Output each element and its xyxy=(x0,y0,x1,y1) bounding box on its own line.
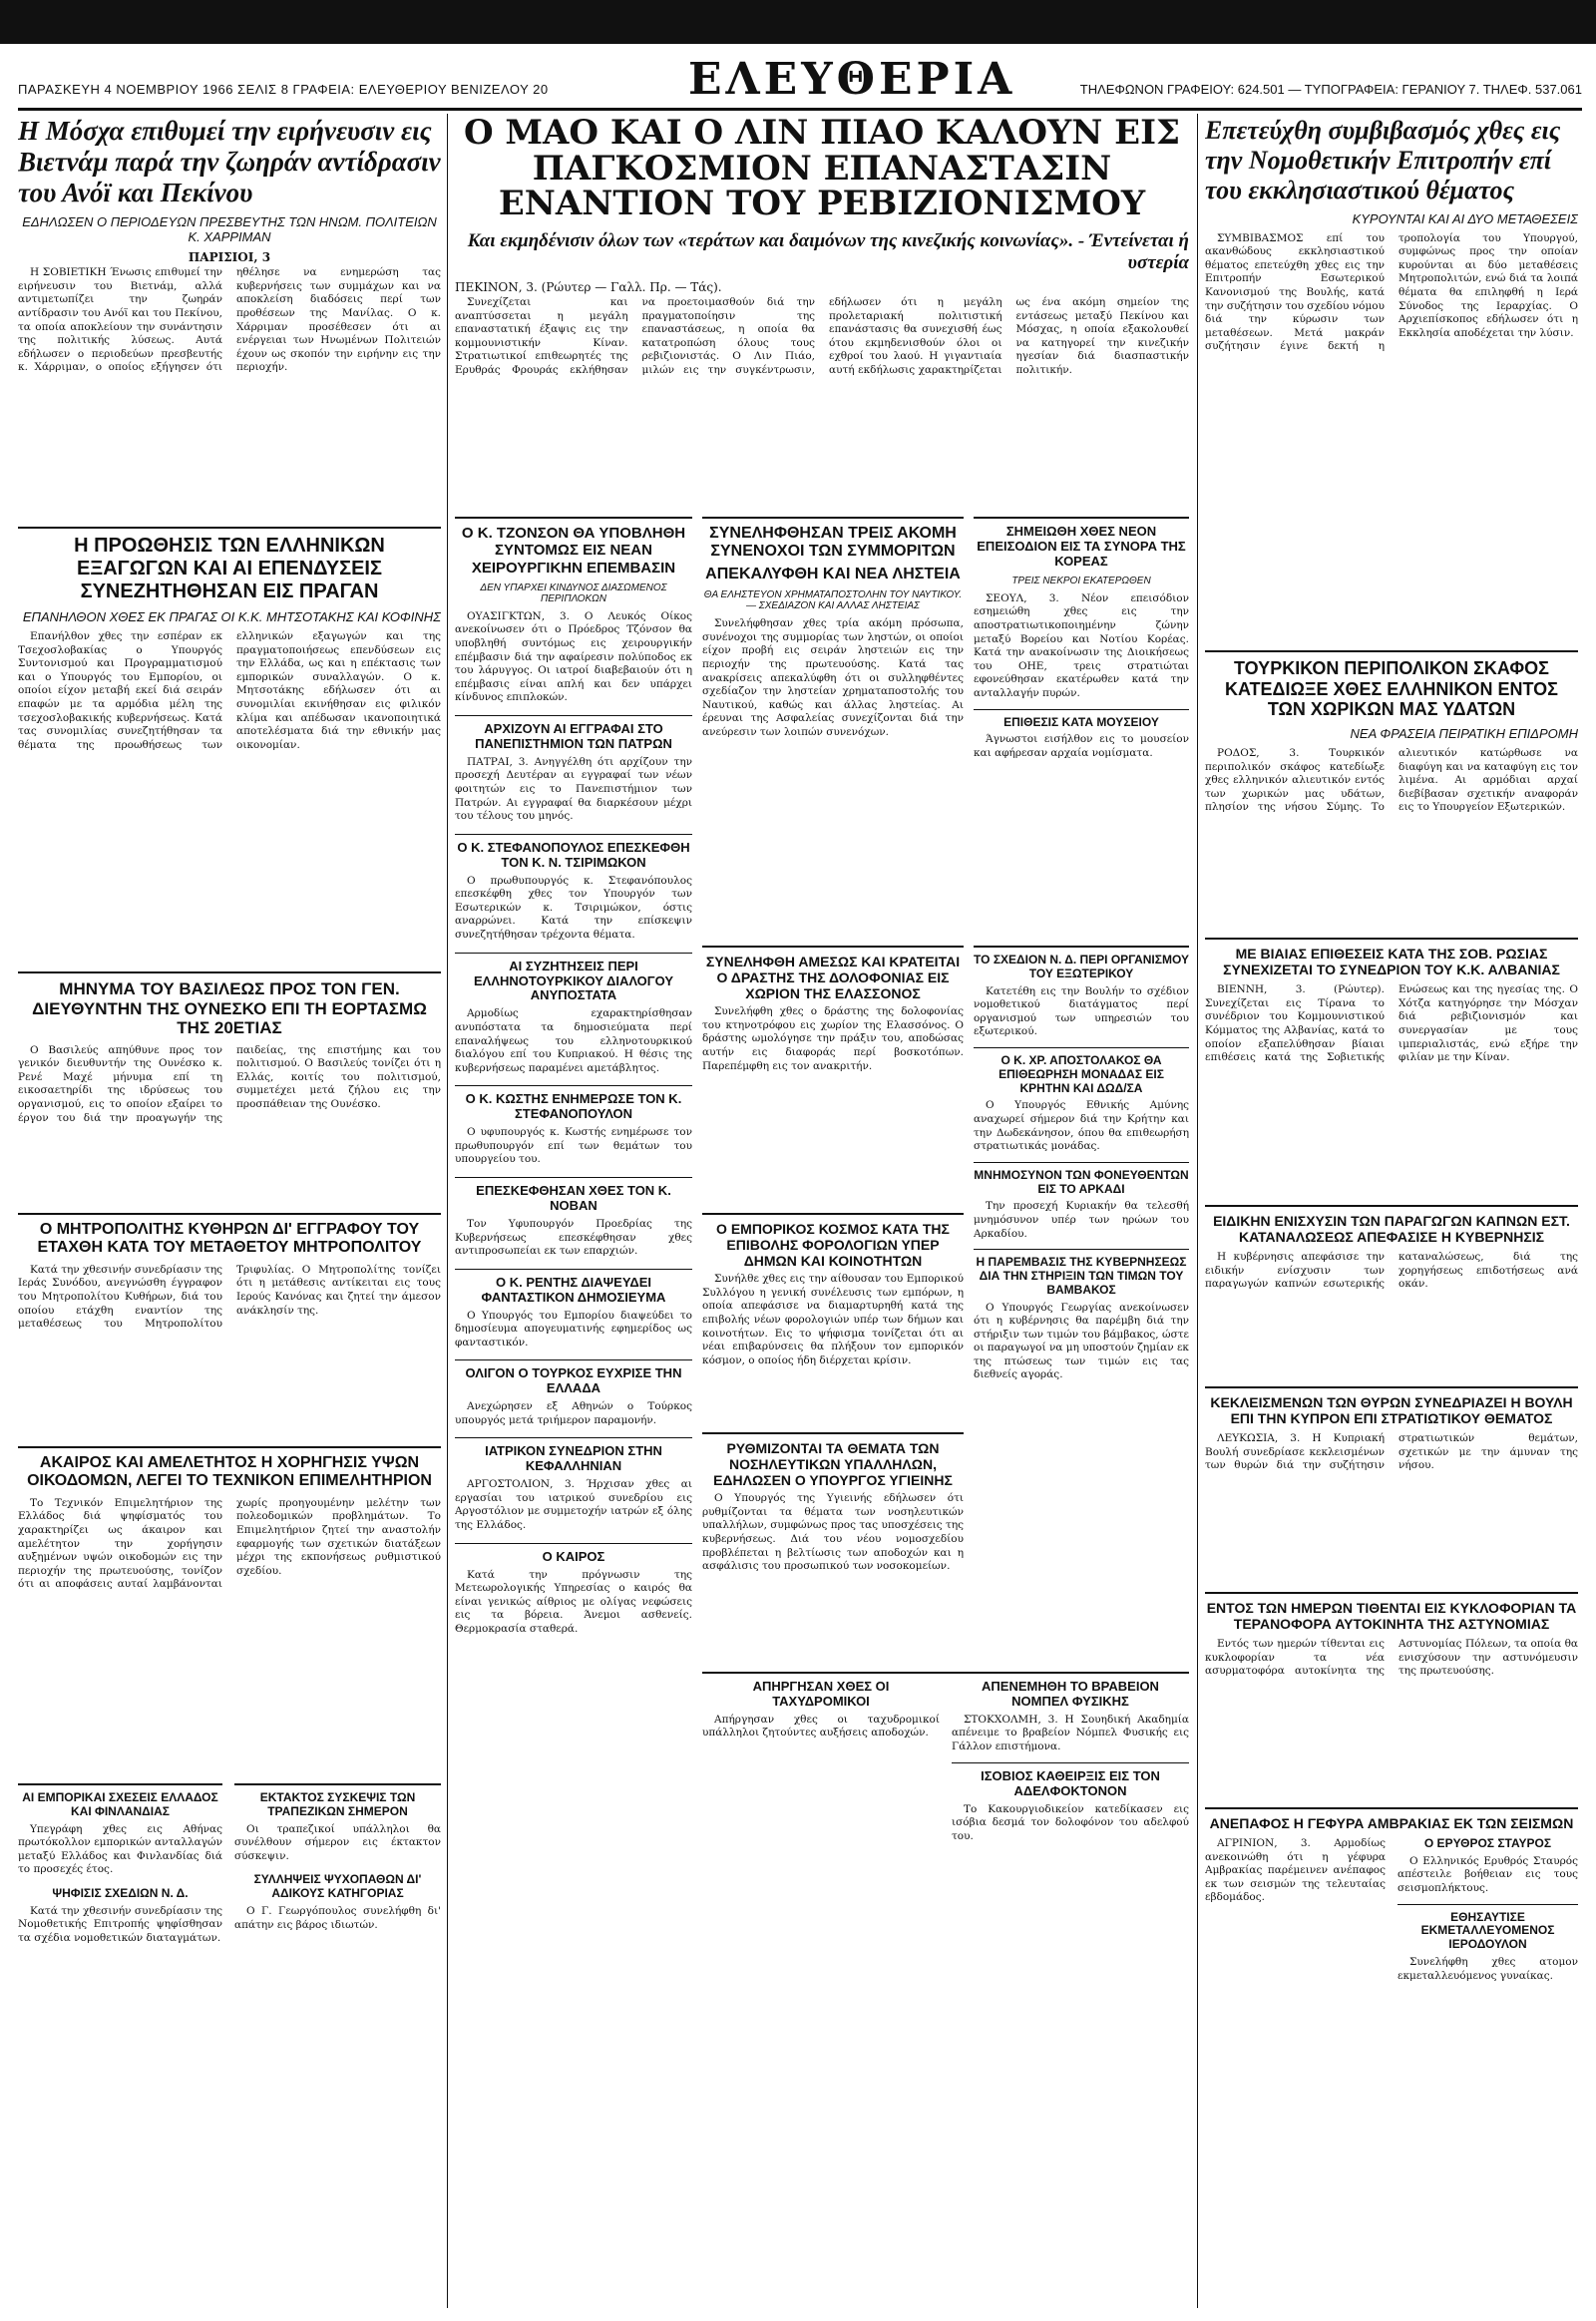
story-housing xyxy=(18,1446,441,1779)
headline: Ο Κ. ΚΩΣΤΗΣ ΕΝΗΜΕΡΩΣΕ ΤΟΝ Κ. ΣΤΕΦΑΝΟΠΟΥΛΟΝ xyxy=(465,1091,682,1122)
subheadline: ΘΑ ΕΛΗΣΤΕΥΟΝ ΧΡΗΜΑΤΑΠΟΣΤΟΛΗΝ ΤΟΥ ΝΑΥΤΙΚΟΥ. — ΣΧΕΔΙΑΖΟΝ ΚΑΙ ΑΛΛΑΣ ΛΗΣΤΕΙΑΣ xyxy=(703,589,963,612)
article-body: Συνήλθε χθες εις την αίθουσαν του Εμπορικού Συλλόγου η γενική συνέλευσις των εμπόρων, η οποία απεφάσισε να διαμαρτυρηθή κατά της επιβολής νέων φορολογιών υπέρ των δήμων και κοινοτήτων. Εις το ψήφισμα τονίζεται ότι αι νέαι επιβαρύνσεις θα πλήξουν τον εμπορικόν κόσμον, ο οποίος ήδη διέρχεται κρίσιν. xyxy=(702,1273,964,1366)
masthead-date-address: ΠΑΡΑΣΚΕΥΗ 4 ΝΟΕΜΒΡΙΟΥ 1966 ΣΕΛΙΣ 8 ΓΡΑΦΕΙΑ: ΕΛΕΥΘΕΡΙΟΥ ΒΕΝΙΖΕΛΟΥ 20 xyxy=(18,82,549,97)
story-king xyxy=(18,971,441,1211)
article-body: Κατά την χθεσινήν συνεδρίασιν της Νομοθετικής Επιτροπής ψηφίσθησαν τα σχέδια νομοθετικών διαταγμάτων. xyxy=(18,1904,222,1944)
center-left-column xyxy=(455,517,692,2302)
article-body: Συνεχίζεται και αναπτύσσεται η μεγάλη επαναστατική έξαψις εις την κομμουνιστικήν Κίναν. Στρατιωτικοί επιθεωρητές της Ερυθράς Φρουράς εκλήθησαν να προετοιμασθούν διά την πραγματοποίησιν της επαναστάσεως, η οποία θα κατατροπώση όλους τους ρεβιζιονιστάς. Ο Λιν Πιάο, μιλών εις την συγκέντρωσιν, εδήλωσεν ότι η μεγάλη προλεταριακή πολιτιστική επανάστασις θα συνεχισθή έως ότου εκμηδενισθούν όλοι οι εχθροί του λαού. Η γιγαντιαία αυτή εκδήλωσις χαρακτηρίζεται ως ένα ακόμη σημείον της εντάσεως μεταξύ Πεκίνου και Μόσχας, η οποία εξακολουθεί να κατηγορεί την κινεζικήν ηγεσίαν διά διασπαστικήν πολιτικήν. xyxy=(455,296,1189,377)
headline: ΕΚΤΑΚΤΟΣ ΣΥΣΚΕΨΙΣ ΤΩΝ ΤΡΑΠΕΖΙΚΩΝ ΣΗΜΕΡΟΝ xyxy=(259,1790,416,1818)
headline: ΡΥΘΜΙΖΟΝΤΑΙ ΤΑ ΘΕΜΑΤΑ ΤΩΝ ΝΟΣΗΛΕΥΤΙΚΩΝ ΥΠΑΛΛΗΛΩΝ, ΕΔΗΛΩΣΕΝ Ο ΥΠΟΥΡΓΟΣ ΥΓΙΕΙΝΗΣ xyxy=(713,1440,953,1489)
article-body: Εντός των ημερών τίθενται εις κυκλοφορίαν τα νέα ασυρματοφόρα αυτοκίνητα της Αστυνομίας Πόλεων, τα οποία θα ενισχύσουν την αστυνόμευσιν της πρωτευούσης. xyxy=(1205,1638,1578,1678)
headline: ΜΗΝΥΜΑ ΤΟΥ ΒΑΣΙΛΕΩΣ ΠΡΟΣ ΤΟΝ ΓΕΝ. ΔΙΕΥΘΥΝΤΗΝ ΤΗΣ ΟΥΝΕΣΚΟ ΕΠΙ ΤΗ ΕΟΡΤΑΣΜΩ ΤΗΣ 20ΕΤΙΑΣ xyxy=(32,979,427,1038)
article-body: Ο Υπουργός Εθνικής Αμύνης αναχωρεί σήμερον διά την Κρήτην και την Δωδεκάνησον, όπου θα επιθεωρήση στρατιωτικάς μονάδας. xyxy=(974,1099,1189,1153)
article-body: Κατά την χθεσινήν συνεδρίασιν της Ιεράς Συνόδου, ανεγνώσθη έγγραφον του Μητροπολίτου Κυθήρων, διά του οποίου ετάχθη εναντίον της μεταθέσεως του Μητροπολίτου Τριφυλίας. Ο Μητροπολίτης τονίζει ότι η μετάθεσις αντίκειται εις τους Ιερούς Κανόνας και ζητεί την άμεσον ανάκλησίν της. xyxy=(18,1263,441,1331)
article-body: Ο υφυπουργός κ. Κωστής ενημέρωσε τον πρωθυπουργόν επί των θεμάτων του υπουργείου του. xyxy=(455,1126,692,1166)
headline: ΑΡΧΙΖΟΥΝ ΑΙ ΕΓΓΡΑΦΑΙ ΣΤΟ ΠΑΝΕΠΙΣΤΗΜΙΟΝ ΤΩΝ ΠΑΤΡΩΝ xyxy=(475,720,672,751)
headline: Ο Κ. ΣΤΕΦΑΝΟΠΟΥΛΟΣ ΕΠΕΣΚΕΦΘΗ ΤΟΝ Κ. Ν. ΤΣΙΡΙΜΩΚΟΝ xyxy=(457,839,690,870)
story-albania xyxy=(1205,938,1578,1201)
article-body: ΠΑΤΡΑΙ, 3. Ανηγγέλθη ότι αρχίζουν την προσεχή Δευτέραν αι εγγραφαί των νέων φοιτητών εις το Πανεπιστήμιον των Πατρών. Αι εγγραφαί θα διαρκέσουν μέχρι του τέλους του μηνός. xyxy=(455,755,692,823)
story-mao xyxy=(455,116,1189,511)
article-body: Συνελήφθη χθες ο δράστης της δολοφονίας του κτηνοτρόφου εις χωρίον της Ελασσόνος. Ο δράστης ωμολόγησε την πράξιν του, αποδώσας αυτήν εις διαφοράς περί βοσκοτόπων. Παρεπέμφθη εις τον ανακριτήν. xyxy=(702,1005,964,1072)
headline: Ο ΕΡΥΘΡΟΣ ΣΤΑΥΡΟΣ xyxy=(1423,1836,1552,1851)
article-body: Ο Υπουργός του Εμπορίου διαψεύδει το δημοσίευμα απογευματινής εφημερίδος ως φανταστικόν. xyxy=(455,1309,692,1349)
headline: ΜΕ ΒΙΑΙΑΣ ΕΠΙΘΕΣΕΙΣ ΚΑΤΑ ΤΗΣ ΣΟΒ. ΡΩΣΙΑΣ ΣΥΝΕΧΙΖΕΤΑΙ ΤΟ ΣΥΝΕΔΡΙΟΝ ΤΟΥ Κ.Κ. ΑΛΒΑΝΙΑΣ xyxy=(1223,946,1560,978)
story-small-left xyxy=(18,1783,222,2304)
headline: Ο ΕΜΠΟΡΙΚΟΣ ΚΟΣΜΟΣ ΚΑΤΑ ΤΗΣ ΕΠΙΒΟΛΗΣ ΦΟΡΟΛΟΓΙΩΝ ΥΠΕΡ ΔΗΜΩΝ ΚΑΙ ΚΟΙΝΟΤΗΤΩΝ xyxy=(716,1221,950,1270)
article-body: Ο Υπουργός της Υγιεινής εδήλωσεν ότι ρυθμίζονται τα θέματα των νοσηλευτικών υπαλλήλων, συμφώνως προς τας υποσχέσεις της κυβερνήσεως. Διά του νέου νομοσχεδίου προβλέπεται η βελτίωσις των αποδοχών και η ασφάλισις του προσωπικού των νοσοκομείων. xyxy=(702,1492,964,1573)
dateline: ΠΕΚΙΝΟΝ, 3. (Ρώυτερ — Γαλλ. Πρ. — Τάς). xyxy=(455,280,722,295)
article-body: ΟΥΑΣΙΓΚΤΩΝ, 3. Ο Λευκός Οίκος ανεκοίνωσεν ότι ο Πρόεδρος Τζόνσον θα υποβληθή συντόμως εις χειρουργικήν επέμβασιν διά την αφαίρεσιν πολύποδος εκ του λάρυγγος. Οι ιατροί διαβεβαιούν ότι η επέμβασις είναι απλή και δεν υπάρχει κίνδυνος επιπλοκών. xyxy=(455,609,692,704)
top-black-bar xyxy=(0,0,1596,44)
headline: ΕΠΕΣΚΕΦΘΗΣΑΝ ΧΘΕΣ ΤΟΝ Κ. ΝΟΒΑΝ xyxy=(476,1183,671,1213)
story-turkish-ship xyxy=(1205,650,1578,934)
headline: ΣΥΝΕΛΗΦΘΗΣΑΝ ΤΡΕΙΣ ΑΚΟΜΗ ΣΥΝΕΝΟΧΟΙ ΤΩΝ ΣΥΜΜΟΡΙΤΩΝ xyxy=(709,525,957,561)
article-body: Ο Γ. Γεωργόπουλος συνελήφθη δι' απάτην εις βάρος ιδιωτών. xyxy=(234,1904,441,1931)
headline: ΕΙΔΙΚΗΝ ΕΝΙΣΧΥΣΙΝ ΤΩΝ ΠΑΡΑΓΩΓΩΝ ΚΑΠΝΩΝ ΕΣΤ. ΚΑΤΑΝΑΛΩΣΕΩΣ ΑΠΕΦΑΣΙΣΕ Η ΚΥΒΕΡΝΗΣΙΣ xyxy=(1213,1213,1570,1246)
article-body: ΒΙΕΝΝΗ, 3. (Ρώυτερ). Συνεχίζεται εις Τίρανα το συνέδριον του Κομμουνιστικού Κόμματος της Αλβανίας, κατά το οποίον εξαπελύθησαν βίαιαι επιθέσεις κατά της Σοβιετικής Ενώσεως και της ηγεσίας της. Ο Χότζα κατηγόρησε την Μόσχαν διά ρεβιζιονισμόν και συνεργασίαν με τους ιμπεριαλιστάς, ενώ εξήρε την φιλίαν με την Κίναν. xyxy=(1205,983,1578,1064)
masthead-phones: ΤΗΛΕΦΩΝΟΝ ΓΡΑΦΕΙΟΥ: 624.501 — ΤΥΠΟΓΡΑΦΕΙΑ: ΓΕΡΑΝΙΟΥ 7. ΤΗΛΕΦ. 537.061 xyxy=(1079,82,1582,97)
headline: ΟΛΙΓΟΝ Ο ΤΟΥΡΚΟΣ ΕΥΧΡΙΣΕ ΤΗΝ ΕΛΛΑΔΑ xyxy=(465,1365,682,1396)
subheadline: ΕΔΗΛΩΣΕΝ Ο ΠΕΡΙΟΔΕΥΩΝ ΠΡΕΣΒΕΥΤΗΣ ΤΩΝ ΗΝΩΜ. ΠΟΛΙΤΕΙΩΝ Κ. ΧΑΡΡΙΜΑΝ xyxy=(22,214,437,245)
article-body: Επανήλθον χθες την εσπέραν εκ Τσεχοσλοβακίας ο Υπουργός Συντονισμού και Προγραμματισμού και ο Υπουργός του Εμπορίου, οι οποίοι είχον μεταβή εκεί διά σειράν επαφών με τα αρμόδια μέλη της τσεχοσλοβακικής κυβερνήσεως. Κατά τας συνομιλίας συνεζητήθησαν τα θέματα της προωθήσεως των ελληνικών εξαγωγών και της πραγματοποιήσεως επενδύσεων εις την Ελλάδα, ως και η επέκτασις των εμπορικών συναλλαγών. Ο κ. Μητσοτάκης εδήλωσεν ότι αι συνομιλίαι εκινήθησαν εις φιλικόν κλίμα και απέδωσαν ικανοποιητικά αποτελέσματα διά την εθνικήν μας οικονομίαν. xyxy=(18,630,441,751)
headline: ΑΝΕΠΑΦΟΣ Η ΓΕΦΥΡΑ ΑΜΒΡΑΚΙΑΣ ΕΚ ΤΩΝ ΣΕΙΣΜΩΝ xyxy=(1209,1815,1574,1831)
headline: ΣΥΛΛΗΨΕΙΣ ΨΥΧΟΠΑΘΩΝ ΔΙ' ΑΔΙΚΟΥΣ ΚΑΤΗΓΟΡΙΑΣ xyxy=(253,1872,422,1901)
story-gangs xyxy=(702,517,964,942)
article-body: ΣΕΟΥΛ, 3. Νέον επεισόδιον εσημειώθη χθες εις την αποστρατιωτικοποιημένην ζώνην μεταξύ Βορείου και Νοτίου Κορέας. Κατά την ανακοίνωσιν της Διοικήσεως του ΟΗΕ, τρεις στρατιώται εφονεύθησαν εκατέρωθεν κατά την ανταλλαγήν πυρών. xyxy=(974,591,1189,699)
story-small-left-2 xyxy=(234,1783,441,2304)
article-body: ΑΓΡΙΝΙΟΝ, 3. Αρμοδίως ανεκοινώθη ότι η γέφυρα Αμβρακίας παρέμεινεν ανέπαφος εκ των σεισμών της τελευταίας εβδομάδος. xyxy=(1205,1837,1386,1904)
article-body: ΣΥΜΒΙΒΑΣΜΟΣ επί του ακανθώδους εκκλησιαστικού θέματος επετεύχθη χθες εις την Επιτροπήν Εσωτερικού Κανονισμού της Βουλής, κατά την συζήτησιν του σχεδίου νόμου διά την κύρωσιν των μεταθέσεων. Μετά μακράν συζήτησιν έγινε δεκτή η τροπολογία του Υπουργού, συμφώνως προς την οποίαν κυρούνται αι δύο μεταθέσεις Μητροπολιτών, ενώ διά τα λοιπά θέματα θα επιληφθή η Ιερά Σύνοδος της Ιεραρχίας. Ο Αρχιεπίσκοπος εδήλωσεν ότι η Εκκλησία αποδέχεται την λύσιν. xyxy=(1205,231,1578,353)
subheadline: ΕΠΑΝΗΛΘΟΝ ΧΘΕΣ ΕΚ ΠΡΑΓΑΣ ΟΙ Κ.Κ. ΜΗΤΣΟΤΑΚΗΣ ΚΑΙ ΚΟΦΙΝΗΣ xyxy=(22,609,441,624)
center-bottom-block xyxy=(702,1672,1189,2304)
article-body: Υπεγράφη χθες εις Αθήνας πρωτόκολλον εμπορικών ανταλλαγών μεταξύ Ελλάδος και Φινλανδίας διά το προσεχές έτος. xyxy=(18,1822,222,1876)
article-body: Ο Υπουργός Γεωργίας ανεκοίνωσεν ότι η κυβέρνησις θα παρέμβη διά την στήριξιν των τιμών του βάμβακος, ώστε οι παραγωγοί να μη υποστούν ζημίαν εκ της πτώσεως των τιμών εις τας διεθνείς αγοράς. xyxy=(974,1301,1189,1381)
headline: Η ΠΑΡΕΜΒΑΣΙΣ ΤΗΣ ΚΥΒΕΡΝΗΣΕΩΣ ΔΙΑ ΤΗΝ ΣΤΗΡΙΞΙΝ ΤΩΝ ΤΙΜΩΝ ΤΟΥ ΒΑΜΒΑΚΟΣ xyxy=(976,1255,1187,1297)
headline: ΤΟΥΡΚΙΚΟΝ ΠΕΡΙΠΟΛΙΚΟΝ ΣΚΑΦΟΣ ΚΑΤΕΔΙΩΞΕ ΧΘΕΣ ΕΛΛΗΝΙΚΟΝ ΕΝΤΟΣ ΤΩΝ ΧΩΡΙΚΩΝ ΜΑΣ ΥΔΑΤΩΝ xyxy=(1225,658,1558,720)
column-rule xyxy=(447,114,448,2308)
article-body: Κατετέθη εις την Βουλήν το σχέδιον νομοθετικού διατάγματος περί οργανισμού των υπηρεσιών του εξωτερικού. xyxy=(974,984,1189,1038)
article-body: ΡΟΔΟΣ, 3. Τουρκικόν περιπολικόν σκάφος κατεδίωξε χθες ελληνικόν αλιευτικόν εντός των χωρικών μας υδάτων, πλησίον της νήσου Σύμης. Το αλιευτικόν κατώρθωσε να διαφύγη και να καταφύγη εις τον λιμένα. Αι αρμόδιαι αρχαί διεβίβασαν σχετικήν αναφοράν εις το Υπουργείον Εξωτερικών. xyxy=(1205,747,1578,814)
headline: ΑΙ ΕΜΠΟΡΙΚΑΙ ΣΧΕΣΕΙΣ ΕΛΛΑΔΟΣ ΚΑΙ ΦΙΝΛΑΝΔΙΑΣ xyxy=(22,1790,218,1818)
headline: ΜΝΗΜΟΣΥΝΟΝ ΤΩΝ ΦΟΝΕΥΘΕΝΤΩΝ ΕΙΣ ΤΟ ΑΡΚΑΔΙ xyxy=(974,1167,1189,1196)
headline: ΑΙ ΣΥΖΗΤΗΣΕΙΣ ΠΕΡΙ ΕΛΛΗΝΟΤΟΥΡΚΙΚΟΥ ΔΙΑΛΟΓΟΥ ΑΝΥΠΟΣΤΑΤΑ xyxy=(473,958,674,1003)
story-church xyxy=(1205,116,1578,644)
headline: ΣΥΝΕΛΗΦΘΗ ΑΜΕΣΩΣ ΚΑΙ ΚΡΑΤΕΙΤΑΙ Ο ΔΡΑΣΤΗΣ ΤΗΣ ΔΟΛΟΦΟΝΙΑΣ ΕΙΣ ΧΩΡΙΟΝ ΤΗΣ ΕΛΑΣΣΟΝΟΣ xyxy=(705,954,961,1002)
headline: ΣΗΜΕΙΩΘΗ ΧΘΕΣ ΝΕΟΝ ΕΠΕΙΣΟΔΙΟΝ ΕΙΣ ΤΑ ΣΥΝΟΡΑ ΤΗΣ ΚΟΡΕΑΣ xyxy=(977,524,1186,569)
article-body: Τον Υφυπουργόν Προεδρίας της Κυβερνήσεως επεσκέφθησαν χθες αντιπροσωπείαι εκ των επαρχιών. xyxy=(455,1217,692,1258)
article-body: Άγνωστοι εισήλθον εις το μουσείον και αφήρεσαν αρχαία νομίσματα. xyxy=(974,733,1189,759)
headline: ΕΘΗΣΑΥΤΙΣΕ ΕΚΜΕΤΑΛΛΕΥΟΜΕΝΟΣ ΙΕΡΟΔΟΥΛΟΝ xyxy=(1420,1909,1555,1952)
article-body: Το Τεχνικόν Επιμελητήριον της Ελλάδος διά ψηφίσματός του χαρακτηρίζει ως άκαιρον και αμελέτητον την χορήγησιν αυξημένων υψών οικοδομών εις την περιοχήν της πρωτευούσης, τονίζον ότι αι αποφάσεις αυταί λαμβάνονται χωρίς προηγουμένην μελέτην των πολεοδομικών προβλημάτων. Το Επιμελητήριον ζητεί την αναστολήν εφαρμογής των σχετικών διατάξεων μέχρι της εκπονήσεως ρυθμιστικού σχεδίου. xyxy=(18,1496,441,1591)
newspaper-title: ΕΛΕΥΘΕΡΙΑ xyxy=(688,54,1016,105)
article-body: ΣΤΟΚΧΟΛΜΗ, 3. Η Σουηδική Ακαδημία απένειμε το βραβείον Νόμπελ Φυσικής εις Γάλλον επιστήμονα. xyxy=(952,1713,1189,1753)
headline: Η ΠΡΟΩΘΗΣΙΣ ΤΩΝ ΕΛΛΗΝΙΚΩΝ ΕΞΑΓΩΓΩΝ ΚΑΙ ΑΙ ΕΠΕΝΔΥΣΕΙΣ ΣΥΝΕΖΗΤΗΘΗΣΑΝ ΕΙΣ ΠΡΑΓΑΝ xyxy=(74,535,385,602)
headline: Ο Κ. ΧΡ. ΑΠΟΣΤΟΛΑΚΟΣ ΘΑ ΕΠΙΘΕΩΡΗΣΗ ΜΟΝΑΔΑΣ ΕΙΣ ΚΡΗΤΗΝ ΚΑΙ ΔΩΔ/ΣΑ xyxy=(998,1052,1164,1095)
story-cyprus-parliament xyxy=(1205,1386,1578,1588)
article-body: Ο πρωθυπουργός κ. Στεφανόπουλος επεσκέφθη χθες τον Υπουργόν των Εσωτερικών κ. Τσιριμώκον, όστις αναρρώνει. Κατά την επίσκεψιν συνεζητήθησαν τρέχοντα θέματα. xyxy=(455,874,692,941)
headline: ΨΗΦΙΣΙΣ ΣΧΕΔΙΩΝ Ν. Δ. xyxy=(52,1885,189,1900)
headline: Ο Κ. ΡΕΝΤΗΣ ΔΙΑΨΕΥΔΕΙ ΦΑΝΤΑΣΤΙΚΟΝ ΔΗΜΟΣΙΕΥΜΑ xyxy=(481,1274,666,1305)
headline: ΙΣΟΒΙΟΣ ΚΑΘΕΙΡΞΙΣ ΕΙΣ ΤΟΝ ΑΔΕΛΦΟΚΤΟΝΟΝ xyxy=(981,1767,1160,1798)
story-tobacco xyxy=(1205,1205,1578,1382)
masthead xyxy=(18,52,1582,111)
headline-2: ΑΠΕΚΑΛΥΦΘΗ ΚΑΙ ΝΕΑ ΛΗΣΤΕΙΑ xyxy=(705,565,961,582)
article-body: Ο Βασιλεύς απηύθυνε προς τον γενικόν διευθυντήν της Ουνέσκο κ. Ρενέ Μαχέ μήνυμα επί τη εικοσαετηρίδι της ιδρύσεως του οργανισμού, εις το οποίον εξαίρει το έργον του διά την προαγωγήν της παιδείας, της επιστήμης και του πολιτισμού. Ο Βασιλεύς τονίζει ότι η Ελλάς, κοιτίς του πολιτισμού, συμμετέχει μετά ζήλου εις την προσπάθειαν της Ουνέσκο. xyxy=(18,1043,441,1124)
headline: ΑΚΑΙΡΟΣ ΚΑΙ ΑΜΕΛΕΤΗΤΟΣ Η ΧΟΡΗΓΗΣΙΣ ΥΨΩΝ ΟΙΚΟΔΟΜΩΝ, ΛΕΓΕΙ ΤΟ ΤΕΧΝΙΚΟΝ ΕΠΙΜΕΛΗΤΗΡΙΟΝ xyxy=(27,1454,432,1490)
headline: Επετεύχθη συμβιβασμός χθες εις την Νομοθετικήν Επιτροπήν επί του εκκλησιαστικού θέματος xyxy=(1205,116,1561,204)
article-body: Οι τραπεζικοί υπάλληλοι θα συνέλθουν σήμερον εις έκτακτον σύσκεψιν. xyxy=(234,1822,441,1862)
article-body: Την προσεχή Κυριακήν θα τελεσθή μνημόσυνον υπέρ των ηρώων του Αρκαδίου. xyxy=(974,1200,1189,1240)
story-nurses xyxy=(702,1432,964,1666)
story-police xyxy=(1205,1592,1578,1803)
headline: ΙΑΤΡΙΚΟΝ ΣΥΝΕΔΡΙΟΝ ΣΤΗΝ ΚΕΦΑΛΛΗΝΙΑΝ xyxy=(485,1443,662,1474)
article-body: Το Κακουργιοδικείον κατεδίκασεν εις ισόβια δεσμά τον δολοφόνον του αδελφού του. xyxy=(952,1802,1189,1842)
lead-deck: Και εκμηδένισιν όλων των «τεράτων και δαιμόνων της κινεζικής κοινωνίας». - Έντείνεται ή υστερία xyxy=(467,230,1189,274)
story-bridge xyxy=(1205,1807,1578,2304)
headline: Ο ΚΑΙΡΟΣ xyxy=(542,1548,605,1564)
headline: ΑΠΗΡΓΗΣΑΝ ΧΘΕΣ ΟΙ ΤΑΧΥΔΡΟΜΙΚΟΙ xyxy=(752,1679,890,1709)
headline: Ο Κ. ΤΖΟΝΣΟΝ ΘΑ ΥΠΟΒΛΗΘΗ ΣΥΝΤΟΜΩΣ ΕΙΣ ΝΕΑΝ ΧΕΙΡΟΥΡΓΙΚΗΝ ΕΠΕΜΒΑΣΙΝ xyxy=(461,525,686,577)
article-body: Απήργησαν χθες οι ταχυδρομικοί υπάλληλοι ζητούντες αυξήσεις αποδοχών. xyxy=(702,1713,940,1740)
dateline: ΠΑΡΙΣΙΟΙ, 3 xyxy=(188,250,271,265)
story-exports xyxy=(18,527,441,967)
article-body: Η ΣΟΒΙΕΤΙΚΗ Ένωσις επιθυμεί την ειρήνευσιν του Βιετνάμ, αλλά αντιμετωπίζει την ζωηράν αντίδρασιν του Ανόϊ και του Πεκίνου, τα οποία αποκλείουν την συνάντησιν της πολιτικής λύσεως. Αυτά εδήλωσεν ο περιοδεύων πρεσβευτής κ. Χάρριμαν, ο οποίος εξήγησεν ότι ηθέλησε να ενημερώση τας κυβερνήσεις των συμμάχων και να αποκλείση διαδόσεις περί των προθέσεων της Μανίλας. Ο κ. Χάρριμαν προσέθεσεν ότι αι ενέργειαι των Ηνωμένων Πολιτειών έχουν ως σκοπόν την ειρήνην εις την περιοχήν. xyxy=(18,266,441,374)
article-body: ΑΡΓΟΣΤΟΛΙΟΝ, 3. Ήρχισαν χθες αι εργασίαι του ιατρικού συνεδρίου εις Αργοστόλιον με συμμετοχήν ιατρών εξ όλης της Ελλάδος. xyxy=(455,1478,692,1532)
headline: Η Μόσχα επιθυμεί την ειρήνευσιν εις Βιετνάμ παρά την ζωηράν αντίδρασιν του Ανόϊ και Πεκίνου xyxy=(18,116,441,208)
subheadline: ΚΥΡΟΥΝΤΑΙ ΚΑΙ ΑΙ ΔΥΟ ΜΕΤΑΘΕΣΕΙΣ xyxy=(1352,210,1578,226)
article-body: Συνελήφθη χθες ατομον εκμεταλλευόμενος γυναίκας. xyxy=(1397,1956,1578,1982)
headline: ΕΝΤΟΣ ΤΩΝ ΗΜΕΡΩΝ ΤΙΘΕΝΤΑΙ ΕΙΣ ΚΥΚΛΟΦΟΡΙΑΝ ΤΑ ΤΕΡΑΝΟΦΟΡΑ ΑΥΤΟΚΙΝΗΤΑ ΤΗΣ ΑΣΤΥΝΟΜΙΑΣ xyxy=(1206,1600,1577,1633)
subheadline: ΤΡΕΙΣ ΝΕΚΡΟΙ ΕΚΑΤΕΡΩΘΕΝ xyxy=(1011,575,1151,586)
subheadline: ΔΕΝ ΥΠΑΡΧΕΙ ΚΙΝΔΥΝΟΣ ΔΙΑΣΩΜΕΝΟΣ ΠΕΡΙΠΛΟΚΩΝ xyxy=(480,581,667,604)
article-body: Συνελήφθησαν χθες τρία ακόμη πρόσωπα, συνένοχοι της συμμορίας των ληστών, οι οποίοι είχον προβή εις σειράν ληστειών εις την περιοχήν της πρωτευούσης. Κατά τας ανακρίσεις απεκαλύφθη ότι οι συλληφθέντες σχεδίαζον την ληστείαν χρηματαποστολής του Ναυτικού, καθώς και άλλας ληστείας. Αι έρευναι της Ασφαλείας συνεχίζονται διά την ανεύρεσιν των λοιπών συνενόχων. xyxy=(702,617,964,738)
article-body: Ο Ελληνικός Ερυθρός Σταυρός απέστειλε βοήθειαν εις τους σεισμοπλήκτους. xyxy=(1397,1854,1578,1895)
story-kythira xyxy=(18,1213,441,1442)
center-right-column xyxy=(974,946,1189,1666)
story-murder xyxy=(702,946,964,1209)
column-rule xyxy=(1197,114,1198,2308)
article-body: Αρμοδίως εχαρακτηρίσθησαν ανυπόστατα τα δημοσιεύματα περί επαναλήψεως του ελληνοτουρκικού διαλόγου επί του Κυπριακού. Η θέσις της κυβερνήσεως παραμένει αμετάβλητος. xyxy=(455,1007,692,1074)
article-body: ΛΕΥΚΩΣΙΑ, 3. Η Κυπριακή Βουλή συνεδρίασε κεκλεισμένων των θυρών διά την συζήτησιν στρατιωτικών θεμάτων, σχετικών με την άμυναν της νήσου. xyxy=(1205,1432,1578,1472)
story-moscow xyxy=(18,116,441,521)
headline: ΑΠΕΝΕΜΗΘΗ ΤΟ ΒΡΑΒΕΙΟΝ ΝΟΜΠΕΛ ΦΥΣΙΚΗΣ xyxy=(982,1679,1159,1709)
lead-headline: Ο ΜΑΟ ΚΑΙ Ο ΛΙΝ ΠΙΑΟ ΚΑΛΟΥΝ ΕΙΣ ΠΑΓΚΟΣΜΙΟΝ ΕΠΑΝΑΣΤΑΣΙΝ ΕΝΑΝΤΙΟΝ ΤΟΥ ΡΕΒΙΖΙΟΝΙΣΜΟΥ xyxy=(463,116,1181,224)
headline: Ο ΜΗΤΡΟΠΟΛΙΤΗΣ ΚΥΘΗΡΩΝ ΔΙ' ΕΓΓΡΑΦΟΥ ΤΟΥ ΕΤΑΧΘΗ ΚΑΤΑ ΤΟΥ ΜΕΤΑΘΕΤΟΥ ΜΗΤΡΟΠΟΛΙΤΟΥ xyxy=(37,1221,422,1257)
headline: ΕΠΙΘΕΣΙΣ ΚΑΤΑ ΜΟΥΣΕΙΟΥ xyxy=(1003,714,1159,729)
article-body: Κατά την πρόγνωσιν της Μετεωρολογικής Υπηρεσίας ο καιρός θα είναι γενικώς αίθριος με ολίγας νεφώσεις εις τα βόρεια. Άνεμοι ασθενείς. Θερμοκρασία σταθερά. xyxy=(455,1568,692,1635)
subheadline: ΝΕΑ ΦΡΑΣΕΙΑ ΠΕΙΡΑΤΙΚΗ ΕΠΙΔΡΟΜΗ xyxy=(1350,726,1578,742)
article-body: Η κυβέρνησις απεφάσισε την ειδικήν ενίσχυσιν των παραγωγών καπνών εσωτερικής καταναλώσεως, διά της χορηγήσεως επιδοτήσεως ανά οκάν. xyxy=(1205,1251,1578,1291)
article-body: Ανεχώρησεν εξ Αθηνών ο Τούρκος υπουργός μετά τριήμερον παραμονήν. xyxy=(455,1400,692,1426)
headline: ΚΕΚΛΕΙΣΜΕΝΩΝ ΤΩΝ ΘΥΡΩΝ ΣΥΝΕΔΡΙΑΖΕΙ Η ΒΟΥΛΗ ΕΠΙ ΤΗΝ ΚΥΠΡΟΝ ΕΠΙ ΣΤΡΑΤΙΩΤΙΚΟΥ ΘΕΜΑΤΟΣ xyxy=(1210,1394,1573,1427)
headline: ΤΟ ΣΧΕΔΙΟΝ Ν. Δ. ΠΕΡΙ ΟΡΓΑΝΙΣΜΟΥ ΤΟΥ ΕΞΩΤΕΡΙΚΟΥ xyxy=(974,953,1189,980)
story-municipal-tax xyxy=(702,1213,964,1428)
story-korea xyxy=(974,517,1189,942)
